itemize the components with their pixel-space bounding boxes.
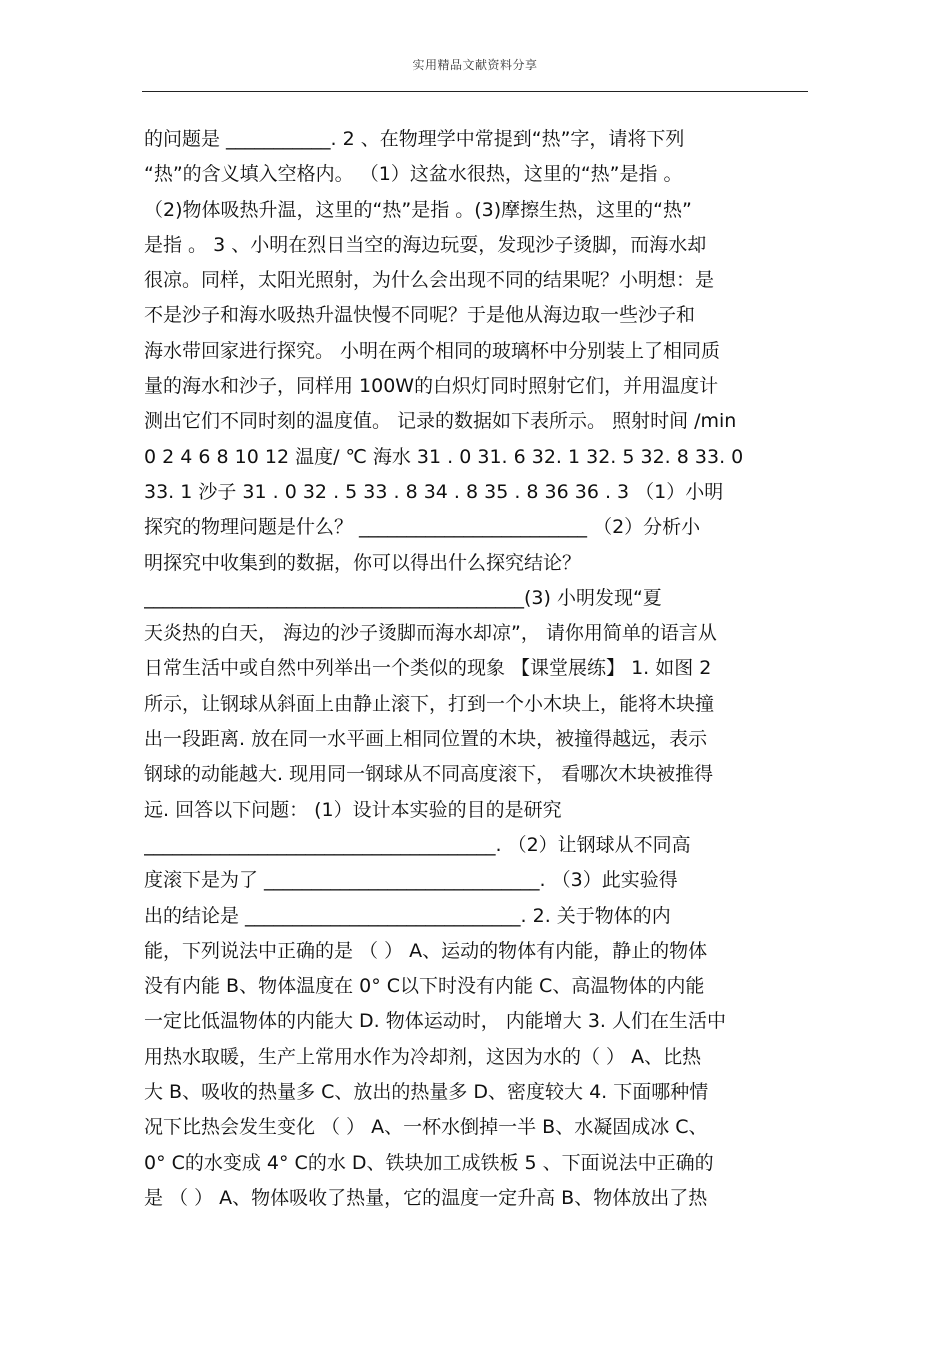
- text-line: 日常生活中或自然中列举出一个类似的现象 【课堂展练】 1. 如图 2: [144, 657, 712, 680]
- text-line: 能，下列说法中正确的是 （ ） A、运动的物体有内能，静止的物体: [144, 939, 708, 962]
- text-line: “热”的含义填入空格内。 （1）这盆水很热，这里的“热”是指 。: [144, 163, 683, 186]
- text-line: 一定比低温物体的内能大 D. 物体运动时， 内能增大 3. 人们在生活中: [144, 1010, 726, 1033]
- text-line: 海水带回家进行探究。 小明在两个相同的玻璃杯中分别装上了相同质: [144, 339, 721, 362]
- text-line: 出一段距离. 放在同一水平画上相同位置的木块，被撞得越远，表示: [144, 728, 708, 751]
- text-line: 出的结论是 _____________________________. 2. 关于物体的内: [144, 904, 671, 927]
- text-line: 测出它们不同时刻的温度值。 记录的数据如下表所示。 照射时间 /min: [144, 410, 737, 433]
- page-header: 实用精品文献资料分享: [412, 58, 538, 72]
- text-line: 探究的物理问题是什么？ ________________________ （2）分析小: [144, 516, 701, 539]
- text-line: 明探究中收集到的数据，你可以得出什么探究结论？: [144, 551, 582, 574]
- text-line: 没有内能 B、物体温度在 0° C以下时没有内能 C、高温物体的内能: [144, 975, 705, 998]
- text-line: 量的海水和沙子，同样用 100W的白炽灯同时照射它们，并用温度计: [144, 375, 719, 398]
- text-line: 0 2 4 6 8 10 12 温度/ ℃ 海水 31 . 0 31. 6 32. 1 32. 5 32. 8 33. 0: [144, 445, 744, 468]
- text-line: 况下比热会发生变化 （ ） A、一杯水倒掉一半 B、水凝固成冰 C、: [144, 1116, 708, 1139]
- text-line: 的问题是 ___________. 2 、在物理学中常提到“热”字，请将下列: [144, 128, 685, 150]
- header-divider: [142, 91, 808, 92]
- text-line: 远. 回答以下问题： (1）设计本实验的目的是研究: [144, 798, 562, 821]
- text-line: 0° C的水变成 4° C的水 D、铁块加工成铁板 5 、下面说法中正确的: [144, 1151, 714, 1174]
- text-line: 很凉。同样，太阳光照射，为什么会出现不同的结果呢？小明想：是: [144, 269, 715, 292]
- document-body: [144, 122, 810, 1216]
- text-line: 是指 。 3 、小明在烈日当空的海边玩耍，发现沙子烫脚，而海水却: [144, 233, 707, 256]
- text-line: 不是沙子和海水吸热升温快慢不同呢？于是他从海边取一些沙子和: [144, 304, 696, 327]
- text-line: 钢球的动能越大. 现用同一钢球从不同高度滚下， 看哪次木块被推得: [144, 763, 714, 786]
- text-line: 大 B、吸收的热量多 C、放出的热量多 D、密度较大 4. 下面哪种情: [144, 1081, 709, 1104]
- text-line: ________________________________________(3) 小明发现“夏: [144, 586, 662, 609]
- text-line: （2)物体吸热升温，这里的“热”是指 。(3)摩擦生热，这里的“热”: [144, 198, 692, 221]
- text-line: 天炎热的白天， 海边的沙子烫脚而海水却凉”， 请你用简单的语言从: [144, 622, 717, 645]
- text-line: _____________________________________. （2）让钢球从不同高: [144, 833, 691, 856]
- text-line: 所示，让钢球从斜面上由静止滚下，打到一个小木块上，能将木块撞: [144, 692, 715, 715]
- text-line: 度滚下是为了 _____________________________. （3）此实验得: [144, 869, 678, 892]
- text-line: 33. 1 沙子 31 . 0 32 . 5 33 . 8 34 . 8 35 . 8 36 36 . 3 （1）小明: [144, 480, 724, 503]
- text-line: 是 （ ） A、物体吸收了热量，它的温度一定升高 B、物体放出了热: [144, 1186, 708, 1209]
- text-line: 用热水取暖，生产上常用水作为冷却剂，这因为水的（ ） A、比热: [144, 1045, 702, 1068]
